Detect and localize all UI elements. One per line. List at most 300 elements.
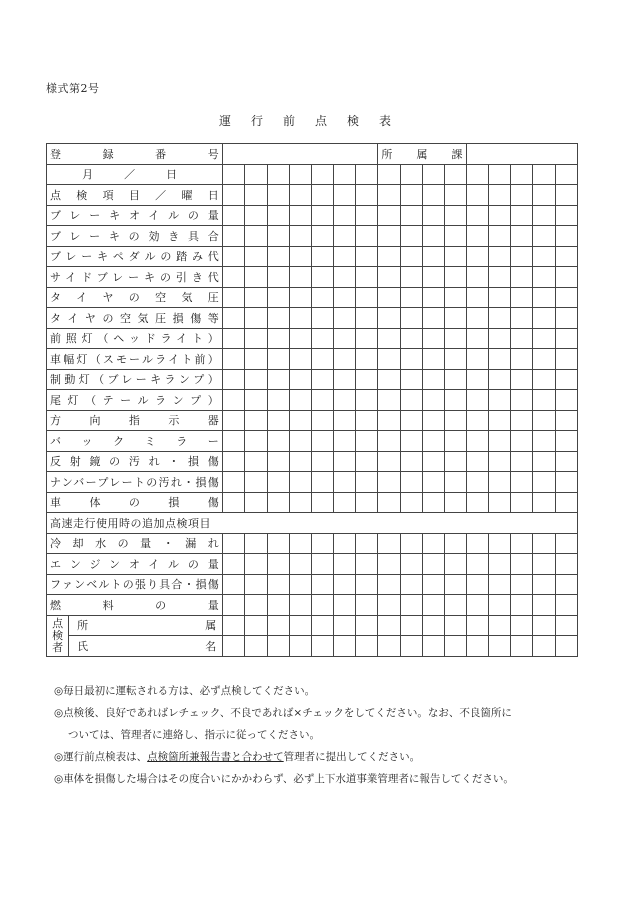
date-cell[interactable]	[444, 164, 466, 185]
inspection-item-cell[interactable]	[311, 451, 333, 472]
inspection-item-cell[interactable]	[489, 349, 511, 370]
checker-affiliation-cell[interactable]	[378, 615, 400, 636]
inspection-item-cell[interactable]	[378, 451, 400, 472]
inspection-item-cell[interactable]	[334, 287, 356, 308]
inspection-item-cell[interactable]	[400, 410, 422, 431]
inspection-item-cell[interactable]	[267, 205, 289, 226]
inspection-item-cell[interactable]	[467, 390, 489, 411]
weekday-cell[interactable]	[245, 185, 267, 206]
inspection-item-cell[interactable]	[422, 287, 444, 308]
inspection-item-cell[interactable]	[334, 451, 356, 472]
inspection-item-cell[interactable]	[489, 287, 511, 308]
highway-item-cell[interactable]	[223, 554, 245, 575]
inspection-item-cell[interactable]	[555, 205, 577, 226]
inspection-item-cell[interactable]	[334, 472, 356, 493]
highway-item-cell[interactable]	[311, 554, 333, 575]
inspection-item-cell[interactable]	[311, 390, 333, 411]
inspection-item-cell[interactable]	[444, 308, 466, 329]
inspection-item-cell[interactable]	[467, 369, 489, 390]
inspection-item-cell[interactable]	[400, 451, 422, 472]
inspection-item-cell[interactable]	[555, 390, 577, 411]
highway-item-cell[interactable]	[289, 595, 311, 616]
checker-name-cell[interactable]	[267, 636, 289, 657]
inspection-item-cell[interactable]	[489, 267, 511, 288]
inspection-item-cell[interactable]	[378, 267, 400, 288]
highway-item-cell[interactable]	[223, 595, 245, 616]
weekday-cell[interactable]	[378, 185, 400, 206]
checker-name-cell[interactable]	[334, 636, 356, 657]
inspection-item-cell[interactable]	[444, 328, 466, 349]
inspection-item-cell[interactable]	[422, 205, 444, 226]
inspection-item-cell[interactable]	[334, 349, 356, 370]
inspection-item-cell[interactable]	[334, 390, 356, 411]
inspection-item-cell[interactable]	[356, 349, 378, 370]
inspection-item-cell[interactable]	[400, 349, 422, 370]
inspection-item-cell[interactable]	[311, 492, 333, 513]
inspection-item-cell[interactable]	[511, 451, 533, 472]
inspection-item-cell[interactable]	[489, 205, 511, 226]
inspection-item-cell[interactable]	[511, 472, 533, 493]
inspection-item-cell[interactable]	[400, 472, 422, 493]
inspection-item-cell[interactable]	[245, 246, 267, 267]
inspection-item-cell[interactable]	[511, 246, 533, 267]
department-field[interactable]	[467, 144, 578, 165]
highway-item-cell[interactable]	[444, 533, 466, 554]
inspection-item-cell[interactable]	[489, 308, 511, 329]
date-cell[interactable]	[489, 164, 511, 185]
inspection-item-cell[interactable]	[334, 308, 356, 329]
inspection-item-cell[interactable]	[223, 226, 245, 247]
inspection-item-cell[interactable]	[511, 267, 533, 288]
inspection-item-cell[interactable]	[533, 246, 555, 267]
inspection-item-cell[interactable]	[267, 410, 289, 431]
highway-item-cell[interactable]	[400, 533, 422, 554]
highway-item-cell[interactable]	[533, 574, 555, 595]
inspection-item-cell[interactable]	[511, 492, 533, 513]
inspection-item-cell[interactable]	[378, 369, 400, 390]
inspection-item-cell[interactable]	[444, 349, 466, 370]
highway-item-cell[interactable]	[533, 595, 555, 616]
weekday-cell[interactable]	[489, 185, 511, 206]
inspection-item-cell[interactable]	[267, 472, 289, 493]
inspection-item-cell[interactable]	[400, 267, 422, 288]
inspection-item-cell[interactable]	[245, 328, 267, 349]
inspection-item-cell[interactable]	[378, 226, 400, 247]
highway-item-cell[interactable]	[489, 574, 511, 595]
inspection-item-cell[interactable]	[533, 492, 555, 513]
highway-item-cell[interactable]	[422, 574, 444, 595]
inspection-item-cell[interactable]	[467, 349, 489, 370]
inspection-item-cell[interactable]	[422, 246, 444, 267]
inspection-item-cell[interactable]	[356, 308, 378, 329]
inspection-item-cell[interactable]	[378, 246, 400, 267]
inspection-item-cell[interactable]	[223, 328, 245, 349]
inspection-item-cell[interactable]	[511, 431, 533, 452]
highway-item-cell[interactable]	[378, 533, 400, 554]
highway-item-cell[interactable]	[245, 533, 267, 554]
inspection-item-cell[interactable]	[489, 472, 511, 493]
inspection-item-cell[interactable]	[311, 349, 333, 370]
inspection-item-cell[interactable]	[223, 205, 245, 226]
checker-name-cell[interactable]	[289, 636, 311, 657]
checker-name-cell[interactable]	[223, 636, 245, 657]
checker-name-cell[interactable]	[422, 636, 444, 657]
inspection-item-cell[interactable]	[467, 431, 489, 452]
weekday-cell[interactable]	[223, 185, 245, 206]
inspection-item-cell[interactable]	[311, 369, 333, 390]
inspection-item-cell[interactable]	[511, 205, 533, 226]
date-cell[interactable]	[311, 164, 333, 185]
inspection-item-cell[interactable]	[223, 410, 245, 431]
highway-item-cell[interactable]	[245, 554, 267, 575]
inspection-item-cell[interactable]	[334, 431, 356, 452]
highway-item-cell[interactable]	[356, 533, 378, 554]
inspection-item-cell[interactable]	[422, 267, 444, 288]
highway-item-cell[interactable]	[400, 554, 422, 575]
highway-item-cell[interactable]	[467, 574, 489, 595]
inspection-item-cell[interactable]	[511, 369, 533, 390]
inspection-item-cell[interactable]	[334, 369, 356, 390]
highway-item-cell[interactable]	[356, 595, 378, 616]
highway-item-cell[interactable]	[489, 533, 511, 554]
highway-item-cell[interactable]	[444, 554, 466, 575]
inspection-item-cell[interactable]	[467, 205, 489, 226]
checker-affiliation-cell[interactable]	[245, 615, 267, 636]
inspection-item-cell[interactable]	[467, 308, 489, 329]
highway-item-cell[interactable]	[511, 595, 533, 616]
highway-item-cell[interactable]	[555, 595, 577, 616]
inspection-item-cell[interactable]	[245, 349, 267, 370]
date-cell[interactable]	[289, 164, 311, 185]
inspection-item-cell[interactable]	[489, 451, 511, 472]
highway-item-cell[interactable]	[267, 554, 289, 575]
highway-item-cell[interactable]	[311, 595, 333, 616]
inspection-item-cell[interactable]	[489, 492, 511, 513]
inspection-item-cell[interactable]	[245, 472, 267, 493]
inspection-item-cell[interactable]	[356, 369, 378, 390]
inspection-item-cell[interactable]	[422, 431, 444, 452]
inspection-item-cell[interactable]	[378, 205, 400, 226]
date-cell[interactable]	[378, 164, 400, 185]
highway-item-cell[interactable]	[467, 554, 489, 575]
highway-item-cell[interactable]	[467, 595, 489, 616]
inspection-item-cell[interactable]	[489, 246, 511, 267]
inspection-item-cell[interactable]	[533, 226, 555, 247]
checker-affiliation-cell[interactable]	[533, 615, 555, 636]
inspection-item-cell[interactable]	[467, 287, 489, 308]
inspection-item-cell[interactable]	[400, 226, 422, 247]
inspection-item-cell[interactable]	[245, 226, 267, 247]
inspection-item-cell[interactable]	[533, 267, 555, 288]
inspection-item-cell[interactable]	[467, 472, 489, 493]
checker-affiliation-cell[interactable]	[223, 615, 245, 636]
weekday-cell[interactable]	[511, 185, 533, 206]
inspection-item-cell[interactable]	[422, 226, 444, 247]
date-cell[interactable]	[223, 164, 245, 185]
highway-item-cell[interactable]	[444, 574, 466, 595]
inspection-item-cell[interactable]	[289, 410, 311, 431]
inspection-item-cell[interactable]	[378, 410, 400, 431]
inspection-item-cell[interactable]	[400, 205, 422, 226]
inspection-item-cell[interactable]	[444, 431, 466, 452]
inspection-item-cell[interactable]	[311, 410, 333, 431]
highway-item-cell[interactable]	[533, 533, 555, 554]
checker-affiliation-cell[interactable]	[422, 615, 444, 636]
inspection-item-cell[interactable]	[444, 369, 466, 390]
checker-affiliation-cell[interactable]	[267, 615, 289, 636]
inspection-item-cell[interactable]	[334, 267, 356, 288]
inspection-item-cell[interactable]	[267, 226, 289, 247]
inspection-item-cell[interactable]	[223, 308, 245, 329]
checker-name-cell[interactable]	[444, 636, 466, 657]
checker-name-cell[interactable]	[555, 636, 577, 657]
inspection-item-cell[interactable]	[223, 431, 245, 452]
inspection-item-cell[interactable]	[555, 349, 577, 370]
inspection-item-cell[interactable]	[467, 246, 489, 267]
inspection-item-cell[interactable]	[467, 226, 489, 247]
checker-name-cell[interactable]	[311, 636, 333, 657]
inspection-item-cell[interactable]	[289, 349, 311, 370]
inspection-item-cell[interactable]	[267, 349, 289, 370]
date-cell[interactable]	[467, 164, 489, 185]
inspection-item-cell[interactable]	[422, 492, 444, 513]
inspection-item-cell[interactable]	[489, 328, 511, 349]
date-cell[interactable]	[356, 164, 378, 185]
inspection-item-cell[interactable]	[467, 328, 489, 349]
checker-affiliation-cell[interactable]	[489, 615, 511, 636]
inspection-item-cell[interactable]	[245, 369, 267, 390]
inspection-item-cell[interactable]	[555, 287, 577, 308]
checker-affiliation-cell[interactable]	[289, 615, 311, 636]
checker-affiliation-cell[interactable]	[555, 615, 577, 636]
inspection-item-cell[interactable]	[311, 205, 333, 226]
highway-item-cell[interactable]	[378, 574, 400, 595]
inspection-item-cell[interactable]	[356, 287, 378, 308]
highway-item-cell[interactable]	[511, 533, 533, 554]
inspection-item-cell[interactable]	[356, 267, 378, 288]
highway-item-cell[interactable]	[311, 574, 333, 595]
highway-item-cell[interactable]	[511, 554, 533, 575]
inspection-item-cell[interactable]	[511, 390, 533, 411]
highway-item-cell[interactable]	[422, 595, 444, 616]
inspection-item-cell[interactable]	[511, 226, 533, 247]
inspection-item-cell[interactable]	[444, 287, 466, 308]
inspection-item-cell[interactable]	[444, 492, 466, 513]
inspection-item-cell[interactable]	[245, 205, 267, 226]
date-cell[interactable]	[555, 164, 577, 185]
inspection-item-cell[interactable]	[533, 390, 555, 411]
inspection-item-cell[interactable]	[400, 328, 422, 349]
weekday-cell[interactable]	[422, 185, 444, 206]
inspection-item-cell[interactable]	[378, 492, 400, 513]
registration-number-field[interactable]	[223, 144, 378, 165]
highway-item-cell[interactable]	[289, 533, 311, 554]
highway-item-cell[interactable]	[400, 574, 422, 595]
inspection-item-cell[interactable]	[245, 492, 267, 513]
highway-item-cell[interactable]	[533, 554, 555, 575]
highway-item-cell[interactable]	[378, 595, 400, 616]
inspection-item-cell[interactable]	[422, 451, 444, 472]
inspection-item-cell[interactable]	[245, 267, 267, 288]
highway-item-cell[interactable]	[444, 595, 466, 616]
checker-name-cell[interactable]	[467, 636, 489, 657]
inspection-item-cell[interactable]	[400, 390, 422, 411]
inspection-item-cell[interactable]	[555, 369, 577, 390]
highway-item-cell[interactable]	[356, 554, 378, 575]
inspection-item-cell[interactable]	[223, 390, 245, 411]
inspection-item-cell[interactable]	[489, 410, 511, 431]
highway-item-cell[interactable]	[267, 574, 289, 595]
inspection-item-cell[interactable]	[289, 287, 311, 308]
highway-item-cell[interactable]	[378, 554, 400, 575]
highway-item-cell[interactable]	[223, 533, 245, 554]
inspection-item-cell[interactable]	[555, 267, 577, 288]
inspection-item-cell[interactable]	[511, 287, 533, 308]
inspection-item-cell[interactable]	[533, 410, 555, 431]
inspection-item-cell[interactable]	[356, 472, 378, 493]
highway-item-cell[interactable]	[422, 554, 444, 575]
highway-item-cell[interactable]	[311, 533, 333, 554]
inspection-item-cell[interactable]	[422, 308, 444, 329]
inspection-item-cell[interactable]	[356, 390, 378, 411]
inspection-item-cell[interactable]	[289, 492, 311, 513]
date-cell[interactable]	[422, 164, 444, 185]
highway-item-cell[interactable]	[555, 554, 577, 575]
inspection-item-cell[interactable]	[245, 308, 267, 329]
checker-name-cell[interactable]	[400, 636, 422, 657]
inspection-item-cell[interactable]	[223, 349, 245, 370]
inspection-item-cell[interactable]	[400, 287, 422, 308]
inspection-item-cell[interactable]	[444, 267, 466, 288]
inspection-item-cell[interactable]	[489, 226, 511, 247]
inspection-item-cell[interactable]	[422, 328, 444, 349]
date-cell[interactable]	[400, 164, 422, 185]
inspection-item-cell[interactable]	[334, 410, 356, 431]
inspection-item-cell[interactable]	[289, 205, 311, 226]
inspection-item-cell[interactable]	[289, 431, 311, 452]
inspection-item-cell[interactable]	[444, 246, 466, 267]
inspection-item-cell[interactable]	[400, 369, 422, 390]
inspection-item-cell[interactable]	[444, 205, 466, 226]
inspection-item-cell[interactable]	[467, 410, 489, 431]
inspection-item-cell[interactable]	[289, 369, 311, 390]
inspection-item-cell[interactable]	[356, 205, 378, 226]
inspection-item-cell[interactable]	[311, 287, 333, 308]
inspection-item-cell[interactable]	[311, 226, 333, 247]
inspection-item-cell[interactable]	[356, 328, 378, 349]
date-cell[interactable]	[511, 164, 533, 185]
inspection-item-cell[interactable]	[311, 431, 333, 452]
inspection-item-cell[interactable]	[533, 349, 555, 370]
weekday-cell[interactable]	[289, 185, 311, 206]
inspection-item-cell[interactable]	[267, 451, 289, 472]
inspection-item-cell[interactable]	[334, 328, 356, 349]
inspection-item-cell[interactable]	[267, 287, 289, 308]
inspection-item-cell[interactable]	[555, 328, 577, 349]
inspection-item-cell[interactable]	[533, 472, 555, 493]
inspection-item-cell[interactable]	[311, 472, 333, 493]
checker-affiliation-cell[interactable]	[444, 615, 466, 636]
inspection-item-cell[interactable]	[533, 369, 555, 390]
inspection-item-cell[interactable]	[223, 369, 245, 390]
highway-item-cell[interactable]	[267, 533, 289, 554]
highway-item-cell[interactable]	[289, 554, 311, 575]
inspection-item-cell[interactable]	[245, 431, 267, 452]
highway-item-cell[interactable]	[245, 595, 267, 616]
inspection-item-cell[interactable]	[422, 472, 444, 493]
inspection-item-cell[interactable]	[378, 287, 400, 308]
inspection-item-cell[interactable]	[289, 472, 311, 493]
inspection-item-cell[interactable]	[267, 369, 289, 390]
inspection-item-cell[interactable]	[223, 472, 245, 493]
highway-item-cell[interactable]	[334, 574, 356, 595]
checker-affiliation-cell[interactable]	[511, 615, 533, 636]
highway-item-cell[interactable]	[555, 533, 577, 554]
checker-affiliation-cell[interactable]	[311, 615, 333, 636]
inspection-item-cell[interactable]	[555, 472, 577, 493]
inspection-item-cell[interactable]	[422, 410, 444, 431]
date-cell[interactable]	[334, 164, 356, 185]
weekday-cell[interactable]	[356, 185, 378, 206]
inspection-item-cell[interactable]	[223, 246, 245, 267]
inspection-item-cell[interactable]	[533, 308, 555, 329]
inspection-item-cell[interactable]	[245, 287, 267, 308]
inspection-item-cell[interactable]	[311, 328, 333, 349]
inspection-item-cell[interactable]	[533, 328, 555, 349]
inspection-item-cell[interactable]	[511, 308, 533, 329]
inspection-item-cell[interactable]	[378, 328, 400, 349]
inspection-item-cell[interactable]	[378, 308, 400, 329]
checker-name-cell[interactable]	[533, 636, 555, 657]
inspection-item-cell[interactable]	[422, 369, 444, 390]
highway-item-cell[interactable]	[422, 533, 444, 554]
inspection-item-cell[interactable]	[223, 287, 245, 308]
weekday-cell[interactable]	[334, 185, 356, 206]
inspection-item-cell[interactable]	[267, 308, 289, 329]
inspection-item-cell[interactable]	[289, 328, 311, 349]
inspection-item-cell[interactable]	[444, 410, 466, 431]
inspection-item-cell[interactable]	[378, 431, 400, 452]
checker-name-cell[interactable]	[489, 636, 511, 657]
inspection-item-cell[interactable]	[289, 246, 311, 267]
inspection-item-cell[interactable]	[444, 226, 466, 247]
date-cell[interactable]	[533, 164, 555, 185]
highway-item-cell[interactable]	[245, 574, 267, 595]
inspection-item-cell[interactable]	[489, 390, 511, 411]
inspection-item-cell[interactable]	[267, 492, 289, 513]
weekday-cell[interactable]	[555, 185, 577, 206]
inspection-item-cell[interactable]	[245, 410, 267, 431]
inspection-item-cell[interactable]	[267, 328, 289, 349]
inspection-item-cell[interactable]	[245, 451, 267, 472]
checker-name-cell[interactable]	[378, 636, 400, 657]
checker-name-cell[interactable]	[511, 636, 533, 657]
inspection-item-cell[interactable]	[467, 267, 489, 288]
highway-item-cell[interactable]	[334, 533, 356, 554]
inspection-item-cell[interactable]	[444, 390, 466, 411]
inspection-item-cell[interactable]	[356, 451, 378, 472]
checker-name-cell[interactable]	[245, 636, 267, 657]
highway-item-cell[interactable]	[489, 595, 511, 616]
inspection-item-cell[interactable]	[223, 267, 245, 288]
inspection-item-cell[interactable]	[356, 492, 378, 513]
weekday-cell[interactable]	[467, 185, 489, 206]
weekday-cell[interactable]	[444, 185, 466, 206]
highway-item-cell[interactable]	[400, 595, 422, 616]
inspection-item-cell[interactable]	[422, 349, 444, 370]
weekday-cell[interactable]	[311, 185, 333, 206]
inspection-item-cell[interactable]	[289, 308, 311, 329]
